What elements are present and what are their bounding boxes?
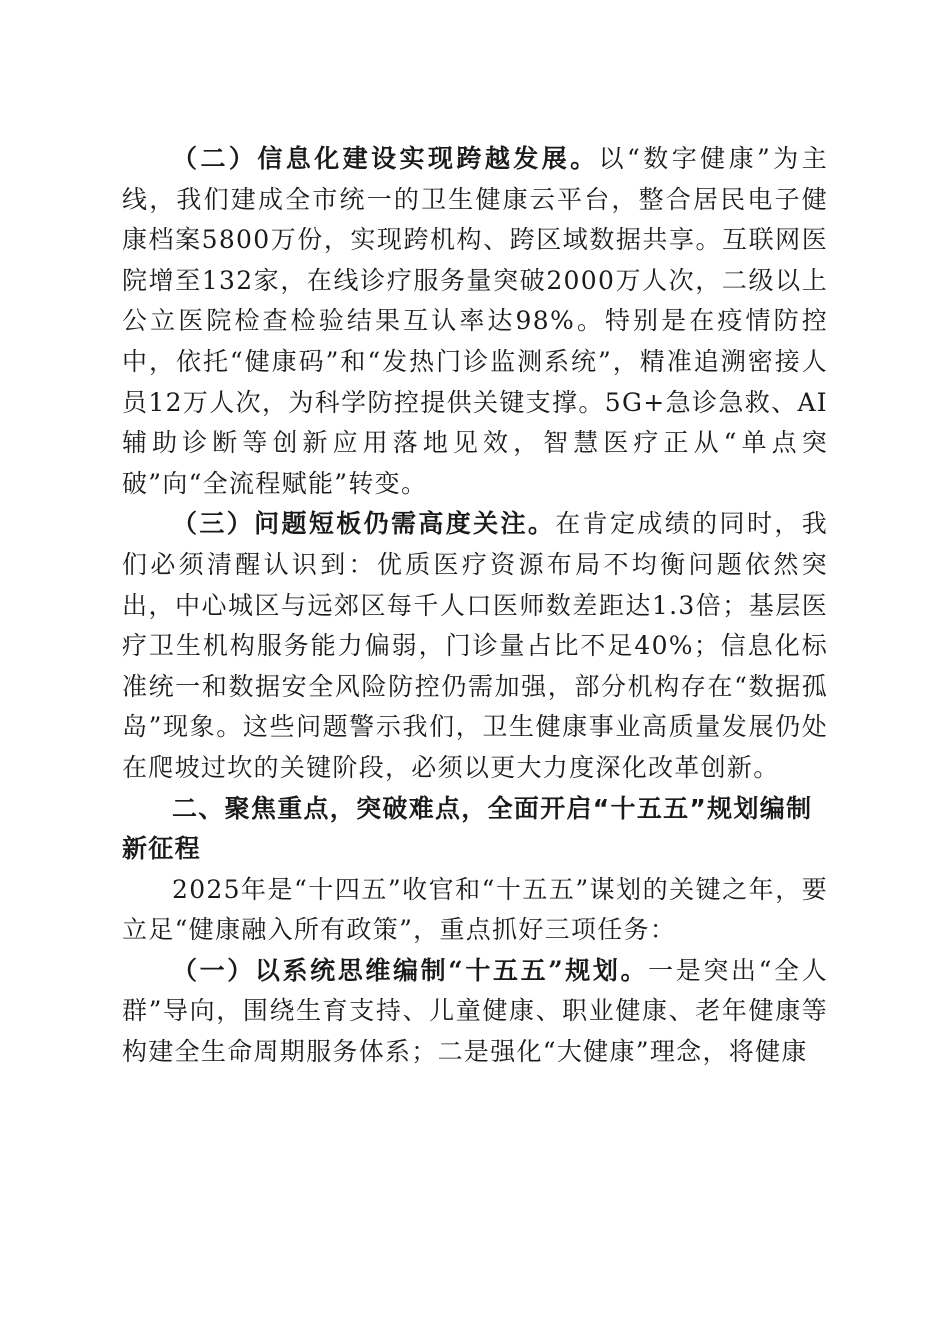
paragraph-task-one [122, 951, 828, 1073]
paragraph-lead: （一）以系统思维编制“十五五”规划。 [172, 955, 649, 985]
paragraph-lead: （二）信息化建设实现跨越发展。 [172, 144, 599, 173]
paragraph-body: 在肯定成绩的同时，我们必须清醒认识到：优质医疗资源布局不均衡问题依然突出，中心城区与远郊区每千人口医师数差距达1.3倍；基层医疗卫生机构服务能力偏弱，门诊量占比不足40%；信息化标准统一和数据安全风险防控仍需加强，部分机构存在“数据孤岛”现象。这些问题警示我们，卫生健康事业高质量发展仍处在爬坡过坎的关键阶段，必须以更大力度深化改革创新。 [122, 509, 828, 782]
section-heading: 二、聚焦重点，突破难点，全面开启“十五五”规划编制新征程 [122, 793, 813, 864]
paragraph-lead: （三）问题短板仍需高度关注。 [172, 509, 556, 539]
section-intro: 2025年是“十四五”收官和“十五五”谋划的关键之年，要立足“健康融入所有政策”，重点抓好三项任务： [122, 874, 828, 945]
paragraph-informatization [122, 139, 828, 504]
paragraph-body: 以“数字健康”为主线，我们建成全市统一的卫生健康云平台，整合居民电子健康档案5800万份，实现跨机构、跨区域数据共享。互联网医院增至132家，在线诊疗服务量突破2000万人次，二级以上公立医院检查检验结果互认率达98%。特别是在疫情防控中，依托“健康码”和“发热门诊监测系统”，精准追溯密接人员12万人次，为科学防控提供关键支撑。5G+急诊急救、AI辅助诊断等创新应用落地见效，智慧医疗正从“单点突破”向“全流程赋能”转变。 [122, 144, 828, 498]
paragraph-body: 一是突出“全人群”导向，围绕生育支持、儿童健康、职业健康、老年健康等构建全生命周期服务体系；二是强化“大健康”理念，将健康 [122, 955, 828, 1067]
paragraph-problems [122, 504, 828, 788]
